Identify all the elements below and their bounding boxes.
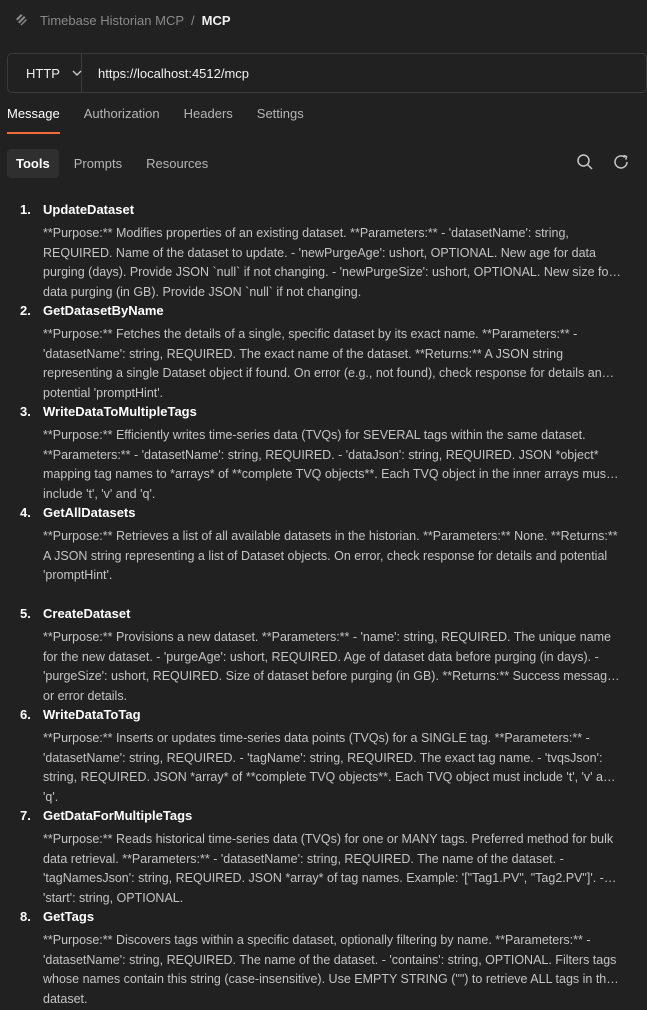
tool-description: **Purpose:** Modifies properties of an existing dataset. **Parameters:** - 'datasetName': string, REQUIRED. Name of the dataset to update. - 'newPurgeAge': ushort, OPTIONAL. New age for data purging (days). Provide JSON `null` if not changing. - 'newPurgeSize': ushort, OPTIONAL. New size for data purging (in GB). Provide JSON `null` if not changing.	[43, 226, 613, 299]
breadcrumb-separator: /	[191, 12, 195, 28]
url-input[interactable]: https://localhost:4512/mcp	[98, 65, 250, 81]
tool-name: UpdateDataset	[43, 202, 135, 217]
tool-description: **Purpose:** Fetches the details of a single, specific dataset by its exact name. **Parameters:** - 'datasetName': string, REQUIRED. The exact name of the dataset. **Returns:** A JSON string representing a single Dataset object if found. On error (e.g., not found), check response for details and potential 'promptHint'.	[43, 327, 609, 400]
tab-settings[interactable]: Settings	[256, 106, 304, 121]
request-url-bar	[7, 53, 647, 93]
tool-name: WriteDataToTag	[43, 707, 141, 722]
tab-authorization[interactable]: Authorization	[83, 106, 160, 121]
tool-description: **Purpose:** Discovers tags within a specific dataset, optionally filtering by name. **Parameters:** - 'datasetName': string, REQUIRED. The name of the dataset. - 'contains': string, OPTIONAL. Filters tags whose names contain this string (case-insensitive). Use EMPTY STRING ("") to retrieve ALL tags in the dataset.	[43, 933, 617, 1006]
tool-name: GetTags	[43, 909, 95, 924]
tool-item[interactable]	[0, 303, 642, 404]
method-dropdown[interactable]	[8, 54, 82, 92]
tool-item[interactable]	[0, 909, 642, 1010]
method-label: HTTP	[26, 65, 60, 81]
tool-description: **Purpose:** Reads historical time-series data (TVQs) for one or MANY tags. Preferred method for bulk data retrieval. **Parameters:** - 'datasetName': string, REQUIRED. The name of the dataset. - 'tagNamesJson': string, REQUIRED. JSON *array* of tag names. Example: '["Tag1.PV", "Tag2.PV"]'. - 'start': string, OPTIONAL.	[43, 832, 614, 905]
subtab-tools[interactable]: Tools	[7, 149, 59, 178]
tool-item[interactable]	[0, 606, 642, 707]
tool-number: 2.	[20, 303, 31, 318]
refresh-icon[interactable]	[612, 153, 630, 171]
tool-list	[0, 202, 642, 1010]
tool-name: CreateDataset	[43, 606, 131, 621]
tab-headers[interactable]: Headers	[183, 106, 233, 121]
tool-item[interactable]	[0, 707, 642, 808]
tab-message[interactable]: Message	[7, 106, 60, 134]
tool-name: GetAllDatasets	[43, 505, 136, 520]
tool-item[interactable]	[0, 505, 642, 606]
message-subtabs	[7, 149, 223, 178]
breadcrumb-parent[interactable]: Timebase Historian MCP	[40, 12, 185, 28]
tool-number: 1.	[20, 202, 31, 217]
tool-actions	[558, 153, 630, 171]
tool-description: **Purpose:** Retrieves a list of all available datasets in the historian. **Parameters:** None. **Returns:** A JSON string representing a list of Dataset objects. On error, check response for details and potential 'promptHint'.	[43, 529, 618, 582]
breadcrumb	[14, 10, 231, 30]
tool-number: 4.	[20, 505, 31, 520]
tool-description: **Purpose:** Provisions a new dataset. **Parameters:** - 'name': string, REQUIRED. The unique name for the new dataset. - 'purgeAge': ushort, REQUIRED. Age of dataset data before purging (in days). - 'purgeSize': ushort, REQUIRED. Size of dataset before purging (in GB). **Returns:** Success message or error details.	[43, 630, 615, 703]
chevron-down-icon	[72, 70, 82, 76]
tool-number: 5.	[20, 606, 31, 621]
tool-number: 3.	[20, 404, 31, 419]
subtab-prompts[interactable]: Prompts	[73, 156, 123, 171]
request-tabs	[7, 106, 328, 134]
tool-number: 8.	[20, 909, 31, 924]
tool-name: GetDatasetByName	[43, 303, 164, 318]
search-icon[interactable]	[576, 153, 594, 171]
tool-number: 6.	[20, 707, 31, 722]
tool-item[interactable]	[0, 404, 642, 505]
subtab-resources[interactable]: Resources	[146, 156, 209, 171]
tool-item[interactable]	[0, 808, 642, 909]
app-logo-icon	[14, 13, 28, 27]
tool-item[interactable]	[0, 202, 642, 303]
tool-name: GetDataForMultipleTags	[43, 808, 193, 823]
tool-number: 7.	[20, 808, 31, 823]
breadcrumb-current: MCP	[201, 12, 231, 28]
tool-description: **Purpose:** Inserts or updates time-series data points (TVQs) for a SINGLE tag. **Parameters:** - 'datasetName': string, REQUIRED. - 'tagName': string, REQUIRED. The exact tag name. - 'tvqsJson': string, REQUIRED. JSON *array* of **complete TVQ objects**. Each TVQ object must include 't', 'v' and 'q'.	[43, 731, 617, 804]
tool-description: **Purpose:** Efficiently writes time-series data (TVQs) for SEVERAL tags within the same dataset. **Parameters:** - 'datasetName': string, REQUIRED. - 'dataJson': string, REQUIRED. JSON *object* mapping tag names to *arrays* of **complete TVQ objects**. Each TVQ object in the inner arrays must include 't', 'v' and 'q'.	[43, 428, 610, 501]
tool-name: WriteDataToMultipleTags	[43, 404, 197, 419]
